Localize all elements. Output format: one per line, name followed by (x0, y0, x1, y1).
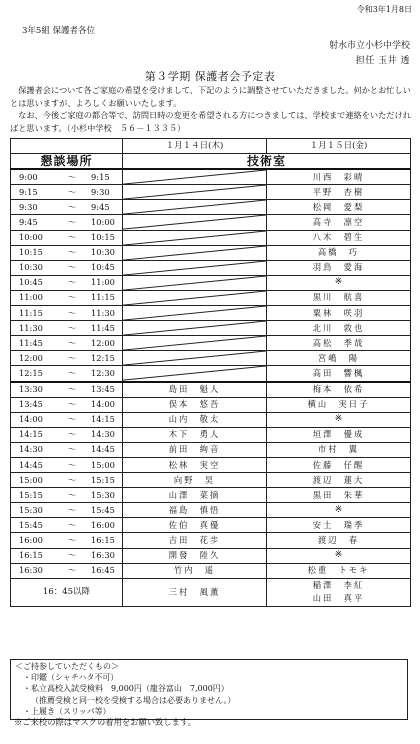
time-end: 14:00 (91, 399, 115, 410)
diagonal-strike-icon (123, 306, 266, 320)
diagonal-strike-icon (123, 200, 266, 214)
schedule-row (11, 563, 411, 578)
time-slot (11, 518, 123, 533)
time-start: 12:00 (19, 352, 43, 363)
time-range (11, 201, 122, 214)
time-range (11, 307, 122, 320)
time-slot (11, 366, 123, 382)
day1-slot-unavailable (123, 215, 267, 230)
day2-slot: ※ (267, 503, 411, 518)
time-end: 14:15 (91, 414, 115, 425)
time-end: 16:30 (91, 550, 115, 561)
day1-slot-unavailable (123, 336, 267, 351)
bring-items-box (10, 659, 408, 720)
addressee: 3年5組 保護者各位 (22, 26, 96, 36)
schedule-row (11, 260, 411, 275)
schedule-row (11, 306, 411, 321)
time-end: 12:15 (91, 352, 115, 363)
time-end: 10:45 (91, 262, 115, 273)
day1-slot-unavailable (123, 260, 267, 275)
time-start: 10:00 (19, 232, 43, 243)
day2-name: 稲澤 李紅 (312, 580, 365, 591)
time-range (11, 352, 122, 365)
diagonal-strike-icon (123, 336, 266, 350)
time-slot (11, 533, 123, 548)
time-end: 10:00 (91, 217, 115, 228)
time-tilde: ～ (67, 444, 77, 455)
time-start: 9:30 (19, 201, 38, 212)
day1-slot: 三村 風薫 (123, 578, 267, 606)
time-tilde: ～ (67, 307, 77, 318)
diagonal-strike-icon (123, 351, 266, 365)
time-range (11, 383, 122, 396)
day2-slot: 松岡 愛梨 (267, 200, 411, 215)
time-start: 15:45 (19, 519, 43, 530)
time-tilde: ～ (67, 489, 77, 500)
time-slot (11, 412, 123, 427)
time-tilde: ～ (67, 247, 77, 258)
time-start: 11:30 (19, 322, 43, 333)
time-slot (11, 260, 123, 275)
schedule-row (11, 200, 411, 215)
schedule-row (11, 215, 411, 230)
schedule-row (11, 275, 411, 290)
day1-slot: 吉田 花歩 (123, 533, 267, 548)
time-end: 13:45 (91, 384, 115, 395)
day2-slot: 黒田 朱華 (267, 488, 411, 503)
day2-slot: ※ (267, 275, 411, 290)
time-start: 14:45 (19, 459, 43, 470)
date-day1: １月１４日(木) (123, 139, 267, 154)
time-start: 11:00 (19, 292, 43, 303)
time-slot (11, 457, 123, 472)
bring-items-title: ＜ご持参していただくもの＞ (15, 662, 119, 671)
time-tilde: ～ (67, 534, 77, 545)
intro-paragraph-2: なお、今後ご家庭の都合等で、訪問日時の変更を希望される方につきましては、学校まで連絡をいただければと思います。（小杉中学校 ５６－１３３５） (10, 110, 411, 133)
diagonal-strike-icon (123, 276, 266, 290)
time-start: 9:00 (19, 171, 38, 182)
schedule-row (11, 169, 411, 185)
time-start: 14:15 (19, 429, 43, 440)
time-slot (11, 290, 123, 305)
time-slot (11, 245, 123, 260)
time-start: 11:45 (19, 337, 43, 348)
time-range (11, 564, 122, 577)
time-tilde: ～ (67, 519, 77, 530)
day2-slot: 粟林 咲羽 (267, 306, 411, 321)
time-range (11, 367, 122, 380)
day2-slot: 平野 杏樹 (267, 185, 411, 200)
time-tilde: ～ (67, 474, 77, 485)
time-range (11, 474, 122, 487)
day2-slot: 垣澤 優成 (267, 427, 411, 442)
time-range (11, 261, 122, 274)
day1-slot: 佐伯 真優 (123, 518, 267, 533)
document-title: 第３学期 保護者会予定表 (144, 70, 276, 83)
time-start: 15:00 (19, 474, 43, 485)
time-start: 11:15 (19, 307, 43, 318)
day2-slot: 横山 実日子 (267, 397, 411, 412)
day1-slot-unavailable (123, 366, 267, 382)
time-end: 14:30 (91, 429, 115, 440)
time-end: 11:15 (91, 292, 115, 303)
day1-slot-unavailable (123, 169, 267, 185)
teacher-name: 担任 玉井 透 (355, 56, 410, 66)
time-range (11, 534, 122, 547)
schedule-row (11, 290, 411, 305)
time-tilde: ～ (67, 352, 77, 363)
time-end: 15:30 (91, 489, 115, 500)
date-day2: １月１５日(金) (267, 139, 411, 154)
time-start: 10:15 (19, 247, 43, 258)
day2-slot: 八木 碧生 (267, 230, 411, 245)
day1-slot-unavailable (123, 290, 267, 305)
intro-paragraph-1: 保護者会について各ご家庭の希望を受けまして、下記のように調整させていただきました。何かとお忙しいとは思いますが、よろしくお願いいたします。 (10, 85, 411, 108)
time-start: 15:30 (19, 504, 43, 515)
schedule-row (11, 382, 411, 398)
schedule-row-last (11, 578, 411, 606)
time-slot (11, 397, 123, 412)
day2-slot: 羽鳥 愛海 (267, 260, 411, 275)
day1-slot-unavailable (123, 351, 267, 366)
time-start: 16:00 (19, 534, 43, 545)
day2-slot: 宮嶋 陽 (267, 351, 411, 366)
time-start: 13:30 (19, 384, 43, 395)
day2-slot: ※ (267, 548, 411, 563)
corner-cell (11, 139, 123, 154)
day1-slot-unavailable (123, 245, 267, 260)
bring-item-fee: ・私立高校入試受検料 9,000円（龍谷富山 7,000円） (23, 684, 229, 694)
time-slot (11, 275, 123, 290)
schedule-row (11, 548, 411, 563)
day2-slot: 北川 敦也 (267, 321, 411, 336)
time-slot (11, 563, 123, 578)
day1-slot: 開發 陸久 (123, 548, 267, 563)
schedule-row (11, 321, 411, 336)
day2-slot: 高田 響楓 (267, 366, 411, 382)
time-end: 12:00 (91, 337, 115, 348)
time-range (11, 291, 122, 304)
time-start: 14:30 (19, 444, 43, 455)
time-range (11, 413, 122, 426)
time-tilde: ～ (67, 459, 77, 470)
time-end: 16:15 (91, 534, 115, 545)
place-heading: 懇談場所 (11, 154, 123, 170)
time-end: 15:45 (91, 504, 115, 515)
day2-slot: 安土 瑞季 (267, 518, 411, 533)
time-slot (11, 336, 123, 351)
time-tilde: ～ (67, 232, 77, 243)
time-tilde: ～ (67, 171, 77, 182)
time-slot (11, 473, 123, 488)
time-range (11, 322, 122, 335)
time-slot (11, 321, 123, 336)
day2-slot: 渡辺 春 (267, 533, 411, 548)
time-slot (11, 503, 123, 518)
schedule-row (11, 457, 411, 472)
day2-slot: 梅本 依希 (267, 382, 411, 398)
time-tilde: ～ (67, 217, 77, 228)
time-start: 13:45 (19, 399, 43, 410)
day2-slot: 高松 季哉 (267, 336, 411, 351)
time-tilde: ～ (67, 262, 77, 273)
time-range (11, 398, 122, 411)
day1-slot: 木下 勇人 (123, 427, 267, 442)
time-start: 9:45 (19, 217, 38, 228)
day2-slot: 松重 トモキ (267, 563, 411, 578)
bring-item-seal: ・印鑑（シャチハタ不可） (23, 673, 119, 683)
diagonal-strike-icon (123, 246, 266, 260)
day1-slot: 山内 敬太 (123, 412, 267, 427)
day2-name: 山田 真平 (312, 593, 365, 604)
time-start: 9:15 (19, 186, 38, 197)
time-range (11, 246, 122, 259)
day1-slot: 前田 絢音 (123, 442, 267, 457)
bring-item-shoes: ・上履き（スリッパ等） (23, 706, 111, 716)
schedule-row (11, 473, 411, 488)
day1-slot: 俣本 悠吾 (123, 397, 267, 412)
diagonal-strike-icon (123, 291, 266, 305)
school-name: 射水市立小杉中学校 (328, 41, 410, 51)
schedule-row (11, 185, 411, 200)
time-tilde: ～ (67, 399, 77, 410)
time-end: 15:00 (91, 459, 115, 470)
time-range (11, 231, 122, 244)
time-slot (11, 230, 123, 245)
schedule-row (11, 245, 411, 260)
time-start: 12:15 (19, 367, 43, 378)
time-end: 16:00 (91, 519, 115, 530)
time-slot (11, 351, 123, 366)
time-range (11, 549, 122, 562)
time-tilde: ～ (67, 429, 77, 440)
time-tilde: ～ (67, 337, 77, 348)
time-range (11, 428, 122, 441)
schedule-row (11, 397, 411, 412)
day1-slot-unavailable (123, 185, 267, 200)
time-tilde: ～ (67, 414, 77, 425)
time-end: 10:30 (91, 247, 115, 258)
day2-slot: 川西 彩晴 (267, 169, 411, 185)
time-slot (11, 306, 123, 321)
diagonal-strike-icon (123, 170, 266, 184)
time-slot (11, 488, 123, 503)
schedule-row (11, 533, 411, 548)
day1-slot-unavailable (123, 200, 267, 215)
time-start: 16:15 (19, 550, 43, 561)
schedule-row (11, 366, 411, 382)
time-tilde: ～ (67, 550, 77, 561)
time-end: 11:45 (91, 322, 115, 333)
time-end: 16:45 (91, 565, 115, 576)
time-end: 9:15 (91, 171, 110, 182)
time-start: 14:00 (19, 414, 43, 425)
day2-slot: 高寺 凛空 (267, 215, 411, 230)
time-end: 10:15 (91, 232, 115, 243)
schedule-row (11, 336, 411, 351)
schedule-row (11, 488, 411, 503)
schedule-row (11, 427, 411, 442)
document-date: 令和3年1月8日 (356, 5, 412, 14)
mask-notice: ※ご来校の際はマスクの着用をお願い致します。 (14, 717, 196, 727)
time-range (11, 171, 122, 184)
day1-slot: 島田 魁人 (123, 382, 267, 398)
date-header-row (11, 139, 411, 154)
time-tilde: ～ (67, 565, 77, 576)
time-range (11, 337, 122, 350)
day1-slot: 山澤 菜摘 (123, 488, 267, 503)
time-slot (11, 200, 123, 215)
day1-slot: 向野 昊 (123, 473, 267, 488)
time-tilde: ～ (67, 277, 77, 288)
day2-slot: 高橋 巧 (267, 245, 411, 260)
day2-slot (267, 578, 411, 606)
day2-slot: 佐藤 仔醒 (267, 457, 411, 472)
diagonal-strike-icon (123, 231, 266, 245)
day2-slot: 渡辺 蓮大 (267, 473, 411, 488)
day1-slot: 竹内 遥 (123, 563, 267, 578)
time-start: 10:30 (19, 262, 43, 273)
day1-slot: 松林 実空 (123, 457, 267, 472)
time-end: 11:00 (91, 277, 115, 288)
time-slot-after: 16：45以降 (11, 578, 123, 606)
time-tilde: ～ (67, 186, 77, 197)
day1-slot-unavailable (123, 230, 267, 245)
schedule-table (10, 138, 411, 607)
day1-slot-unavailable (123, 306, 267, 321)
time-tilde: ～ (67, 322, 77, 333)
diagonal-strike-icon (123, 366, 266, 380)
schedule-row (11, 230, 411, 245)
schedule-row (11, 412, 411, 427)
diagonal-strike-icon (123, 321, 266, 335)
time-slot (11, 427, 123, 442)
time-slot (11, 382, 123, 398)
time-slot (11, 169, 123, 185)
place-header-row (11, 154, 411, 170)
room-heading: 技術室 (123, 154, 411, 170)
day2-slot: 市村 翼 (267, 442, 411, 457)
schedule-row (11, 503, 411, 518)
time-start: 16:30 (19, 565, 43, 576)
day1-slot-unavailable (123, 321, 267, 336)
time-end: 9:45 (91, 201, 110, 212)
time-range (11, 186, 122, 199)
time-tilde: ～ (67, 292, 77, 303)
time-end: 9:30 (91, 186, 110, 197)
time-end: 14:45 (91, 444, 115, 455)
time-tilde: ～ (67, 201, 77, 212)
bring-item-fee-note: （推薦受検と同一校を受検する場合は必要ありません。） (31, 695, 236, 705)
time-range (11, 276, 122, 289)
time-start: 15:15 (19, 489, 43, 500)
day1-slot-unavailable (123, 275, 267, 290)
time-end: 15:15 (91, 474, 115, 485)
time-range (11, 504, 122, 517)
time-end: 11:30 (91, 307, 115, 318)
schedule-row (11, 518, 411, 533)
time-tilde: ～ (67, 367, 77, 378)
time-slot (11, 215, 123, 230)
time-tilde: ～ (67, 384, 77, 395)
diagonal-strike-icon (123, 185, 266, 199)
time-range (11, 459, 122, 472)
day2-slot: 黒川 航喜 (267, 290, 411, 305)
time-slot (11, 185, 123, 200)
time-start: 10:45 (19, 277, 43, 288)
time-range (11, 489, 122, 502)
time-end: 12:30 (91, 367, 115, 378)
time-range (11, 216, 122, 229)
day2-slot: ※ (267, 412, 411, 427)
schedule-row (11, 351, 411, 366)
time-range (11, 443, 122, 456)
schedule-row (11, 442, 411, 457)
day1-slot: 福島 慎悟 (123, 503, 267, 518)
diagonal-strike-icon (123, 215, 266, 229)
time-tilde: ～ (67, 504, 77, 515)
diagonal-strike-icon (123, 261, 266, 275)
time-range (11, 519, 122, 532)
time-slot (11, 548, 123, 563)
time-slot (11, 442, 123, 457)
